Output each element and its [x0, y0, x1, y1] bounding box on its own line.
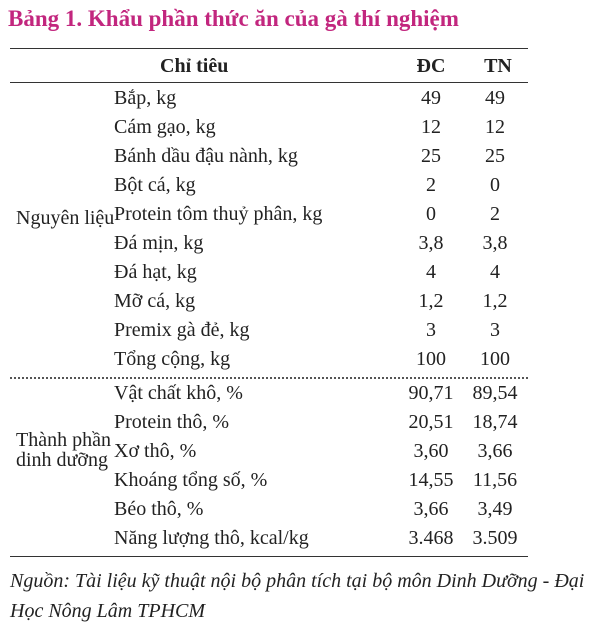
row-tn: 0: [490, 174, 500, 196]
row-dc: 14,55: [408, 469, 454, 491]
table-row: [10, 200, 528, 229]
row-tn: 1,2: [482, 290, 508, 312]
group-label-ingredients: Nguyên liệu: [16, 207, 115, 229]
row-dc: 100: [416, 348, 446, 370]
header-tn: TN: [484, 55, 512, 77]
row-tn: 100: [480, 348, 510, 370]
row-name: Cám gạo, kg: [114, 116, 216, 138]
row-dc: 12: [421, 116, 441, 138]
row-tn: 18,74: [472, 411, 518, 433]
table-row: [10, 171, 528, 200]
row-name: Năng lượng thô, kcal/kg: [114, 527, 309, 549]
table-row: [10, 287, 528, 316]
table-row: [10, 524, 528, 553]
row-tn: 3,49: [477, 498, 513, 520]
table-row: [10, 437, 528, 466]
row-dc: 20,51: [408, 411, 454, 433]
table-row: [10, 316, 528, 345]
table-row: [10, 84, 528, 113]
row-dc: 1,2: [418, 290, 444, 312]
table-row: [10, 345, 528, 374]
table-row: [10, 258, 528, 287]
row-tn: 3,8: [482, 232, 508, 254]
top-rule: [10, 48, 528, 49]
row-name: Đá hạt, kg: [114, 261, 197, 283]
header-rule: [10, 82, 528, 83]
row-tn: 3.509: [472, 527, 518, 549]
row-dc: 90,71: [408, 382, 454, 404]
row-tn: 11,56: [472, 469, 518, 491]
table-row: [10, 229, 528, 258]
table-title: Bảng 1. Khẩu phần thức ăn của gà thí nghiệm: [8, 6, 459, 31]
row-name: Khoáng tổng số, %: [114, 469, 268, 491]
row-name: Đá mịn, kg: [114, 232, 204, 254]
row-tn: 49: [485, 87, 505, 109]
row-dc: 49: [421, 87, 441, 109]
row-tn: 12: [485, 116, 505, 138]
row-name: Vật chất khô, %: [114, 382, 243, 404]
row-dc: 3,60: [413, 440, 449, 462]
row-name: Tổng cộng, kg: [114, 348, 231, 370]
header-dc: ĐC: [416, 55, 446, 77]
source-note: Nguồn: Tài liệu kỹ thuật nội bộ phân tích tại bộ môn Dinh Dưỡng - Đại Học Nông Lâm TPHCM: [10, 570, 585, 622]
row-name: Mỡ cá, kg: [114, 290, 196, 312]
row-dc: 3.468: [408, 527, 454, 549]
row-name: Xơ thô, %: [114, 440, 197, 462]
row-tn: 4: [490, 261, 500, 283]
row-tn: 3,66: [477, 440, 513, 462]
row-name: Bắp, kg: [114, 87, 177, 109]
row-dc: 4: [426, 261, 436, 283]
bottom-rule: [10, 556, 528, 557]
row-dc: 25: [421, 145, 441, 167]
row-dc: 3,66: [413, 498, 449, 520]
feed-ration-table: [10, 48, 528, 560]
row-name: Premix gà đẻ, kg: [114, 319, 250, 341]
row-tn: 89,54: [472, 382, 518, 404]
row-dc: 3,8: [418, 232, 444, 254]
table-row: [10, 408, 528, 437]
table-row: [10, 495, 528, 524]
table-row: [10, 466, 528, 495]
table-row: [10, 379, 528, 408]
row-dc: 2: [426, 174, 436, 196]
row-dc: 0: [426, 203, 436, 225]
table-row: [10, 142, 528, 171]
row-tn: 25: [485, 145, 505, 167]
table-row: [10, 113, 528, 142]
group-label-nutrition: Thành phần dinh dưỡng: [16, 429, 111, 471]
row-name: Protein thô, %: [114, 411, 229, 433]
row-tn: 3: [490, 319, 500, 341]
row-name: Bánh dầu đậu nành, kg: [114, 145, 298, 167]
row-tn: 2: [490, 203, 500, 225]
row-name: Béo thô, %: [114, 498, 204, 520]
row-name: Bột cá, kg: [114, 174, 196, 196]
table-header: [10, 52, 528, 80]
row-name: Protein tôm thuỷ phân, kg: [114, 203, 323, 225]
row-dc: 3: [426, 319, 436, 341]
header-criteria: Chỉ tiêu: [160, 55, 229, 77]
